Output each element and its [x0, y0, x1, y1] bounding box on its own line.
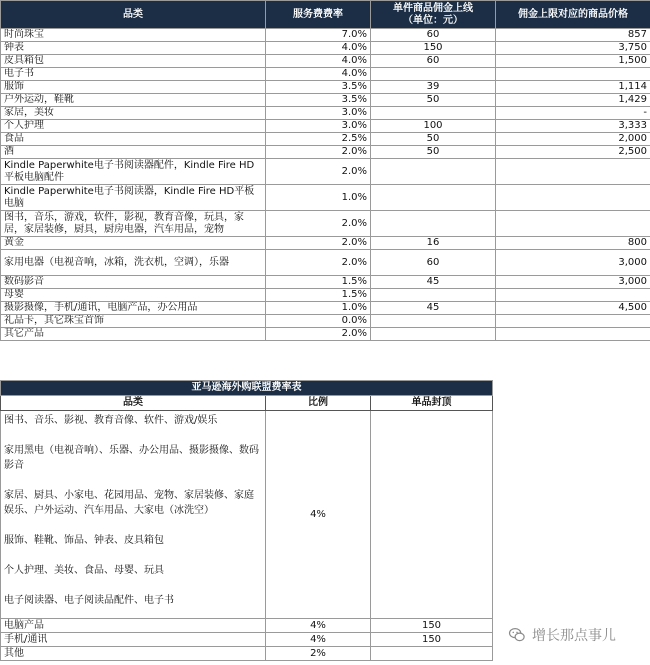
cap-price-cell: 2,500	[496, 146, 650, 159]
category-cell: 数码影音	[1, 276, 266, 289]
table-row	[1, 185, 650, 211]
category-cell: 其他	[1, 647, 266, 661]
commission-cap-cell: 150	[371, 42, 496, 55]
category-cell: 家居，美妆	[1, 107, 266, 120]
table-row	[1, 315, 650, 328]
item-cap-cell	[371, 647, 493, 661]
commission-cap-cell: 45	[371, 276, 496, 289]
category-cell: 食品	[1, 133, 266, 146]
cap-price-cell	[496, 185, 650, 211]
table-row	[1, 619, 493, 633]
cap-price-cell	[496, 159, 650, 185]
commission-cap-cell	[371, 185, 496, 211]
cap-price-cell	[496, 315, 650, 328]
service-rate-cell: 3.0%	[266, 120, 371, 133]
service-rate-cell: 4.0%	[266, 55, 371, 68]
wechat-icon	[508, 626, 526, 644]
commission-cap-cell: 50	[371, 146, 496, 159]
category-cell: 时尚珠宝	[1, 29, 266, 42]
commission-cap-cell: 45	[371, 302, 496, 315]
cap-price-cell	[496, 211, 650, 237]
category-cell: 户外运动，鞋靴	[1, 94, 266, 107]
table-row	[1, 276, 650, 289]
category-cell: 家用电器（电视音响，冰箱，洗衣机，空调），乐器	[1, 250, 266, 276]
service-rate-cell: 2.0%	[266, 250, 371, 276]
category-group: 图书、音乐、影视、教育音像、软件、游戏/娱乐	[4, 415, 218, 426]
block-categories-cell	[1, 411, 266, 619]
table-row	[1, 42, 650, 55]
category-cell: 手机/通讯	[1, 633, 266, 647]
table-row	[1, 120, 650, 133]
affiliate-rate-table	[0, 380, 493, 661]
commission-cap-cell: 100	[371, 120, 496, 133]
service-rate-cell: 2.0%	[266, 328, 371, 341]
category-cell: 钟表	[1, 42, 266, 55]
col-header-category: 品类	[1, 396, 266, 411]
cap-price-cell: 4,500	[496, 302, 650, 315]
block-rate-cell: 4%	[266, 411, 371, 619]
item-cap-cell: 150	[371, 619, 493, 633]
category-cell: 电脑产品	[1, 619, 266, 633]
cap-price-cell	[496, 328, 650, 341]
commission-cap-cell: 50	[371, 133, 496, 146]
category-group: 服饰、鞋靴、饰品、钟表、皮具箱包	[4, 535, 164, 546]
cap-price-cell: 1,114	[496, 81, 650, 94]
block-cap-cell	[371, 411, 493, 619]
table-row	[1, 133, 650, 146]
commission-cap-cell	[371, 159, 496, 185]
cap-price-cell	[496, 289, 650, 302]
table-row	[1, 94, 650, 107]
category-cell: 黄金	[1, 237, 266, 250]
service-rate-cell: 1.5%	[266, 289, 371, 302]
category-cell: 个人护理	[1, 120, 266, 133]
category-cell: 图书，音乐，游戏，软件，影视，教育音像，玩具，家居，家居装修，厨具，厨房电器，汽车用品，宠物	[1, 211, 266, 237]
table-row	[1, 81, 650, 94]
table-row	[1, 237, 650, 250]
table-row	[1, 68, 650, 81]
cap-price-cell: 3,333	[496, 120, 650, 133]
category-cell: 皮具箱包	[1, 55, 266, 68]
table-row	[1, 289, 650, 302]
service-rate-cell: 3.5%	[266, 94, 371, 107]
category-cell: Kindle Paperwhite电子书阅读器，Kindle Fire HD平板电脑	[1, 185, 266, 211]
cap-price-cell: 3,000	[496, 276, 650, 289]
watermark-text: 增长那点事儿	[532, 628, 616, 644]
service-rate-cell: 1.5%	[266, 276, 371, 289]
col-header-service-rate: 服务费费率	[266, 1, 371, 29]
table-row	[1, 29, 650, 42]
service-rate-cell: 7.0%	[266, 29, 371, 42]
commission-cap-cell: 39	[371, 81, 496, 94]
service-rate-cell: 4.0%	[266, 42, 371, 55]
commission-cap-cell	[371, 107, 496, 120]
cap-price-cell: 2,000	[496, 133, 650, 146]
table-row	[1, 647, 493, 661]
category-cell: 酒	[1, 146, 266, 159]
table-row	[1, 211, 650, 237]
commission-cap-cell	[371, 315, 496, 328]
table-row	[1, 633, 493, 647]
commission-cap-cell: 60	[371, 250, 496, 276]
service-rate-cell: 2.5%	[266, 133, 371, 146]
commission-cap-cell: 50	[371, 94, 496, 107]
service-rate-cell: 2.0%	[266, 159, 371, 185]
category-group: 个人护理、美妆、食品、母婴、玩具	[4, 565, 164, 576]
cap-price-cell: 3,000	[496, 250, 650, 276]
col-header-cap-price: 佣金上限对应的商品价格	[496, 1, 650, 29]
category-cell: 摄影摄像，手机/通讯，电脑产品，办公用品	[1, 302, 266, 315]
cap-price-cell: 3,750	[496, 42, 650, 55]
watermark	[508, 625, 616, 645]
service-rate-cell: 1.0%	[266, 185, 371, 211]
affiliate-table-title: 亚马逊海外购联盟费率表	[1, 381, 493, 396]
table-row	[1, 107, 650, 120]
cap-price-cell: 800	[496, 237, 650, 250]
commission-cap-cell: 60	[371, 29, 496, 42]
cap-price-cell	[496, 68, 650, 81]
table-row	[1, 146, 650, 159]
commission-cap-cell	[371, 328, 496, 341]
table-row	[1, 55, 650, 68]
table-row	[1, 302, 650, 315]
category-cell: Kindle Paperwhite电子书阅读器配件，Kindle Fire HD平板电脑配件	[1, 159, 266, 185]
service-rate-cell: 2.0%	[266, 146, 371, 159]
service-rate-cell: 2.0%	[266, 237, 371, 250]
category-cell: 母婴	[1, 289, 266, 302]
service-rate-cell: 1.0%	[266, 302, 371, 315]
service-rate-cell: 3.0%	[266, 107, 371, 120]
cap-price-cell: 1,500	[496, 55, 650, 68]
col-header-item-cap: 单品封顶	[371, 396, 493, 411]
commission-cap-cell	[371, 211, 496, 237]
table-row	[1, 159, 650, 185]
col-header-ratio: 比例	[266, 396, 371, 411]
commission-cap-cell	[371, 68, 496, 81]
category-cell: 其它产品	[1, 328, 266, 341]
item-cap-cell: 150	[371, 633, 493, 647]
category-cell: 电子书	[1, 68, 266, 81]
ratio-cell: 4%	[266, 633, 371, 647]
cap-price-cell: -	[496, 107, 650, 120]
col-header-category: 品类	[1, 1, 266, 29]
category-group: 家居、厨具、小家电、花园用品、宠物、家居装修、家庭娱乐、户外运动、汽车用品、大家电（冰洗空）	[4, 490, 254, 516]
service-rate-cell: 0.0%	[266, 315, 371, 328]
commission-cap-cell: 16	[371, 237, 496, 250]
cap-price-cell: 857	[496, 29, 650, 42]
table-row	[1, 328, 650, 341]
service-rate-cell: 2.0%	[266, 211, 371, 237]
commission-cap-cell	[371, 289, 496, 302]
ratio-cell: 4%	[266, 619, 371, 633]
ratio-cell: 2%	[266, 647, 371, 661]
category-cell: 礼品卡，其它珠宝首饰	[1, 315, 266, 328]
col-header-commission-cap: 单件商品佣金上线 （单位：元）	[371, 1, 496, 29]
cap-price-cell: 1,429	[496, 94, 650, 107]
service-rate-cell: 4.0%	[266, 68, 371, 81]
category-group: 家用黑电（电视音响）、乐器、办公用品、摄影摄像、数码影音	[4, 445, 259, 471]
category-group: 电子阅读器、电子阅读品配件、电子书	[4, 595, 174, 606]
service-rate-cell: 3.5%	[266, 81, 371, 94]
category-cell: 服饰	[1, 81, 266, 94]
commission-cap-cell: 60	[371, 55, 496, 68]
table-row	[1, 250, 650, 276]
